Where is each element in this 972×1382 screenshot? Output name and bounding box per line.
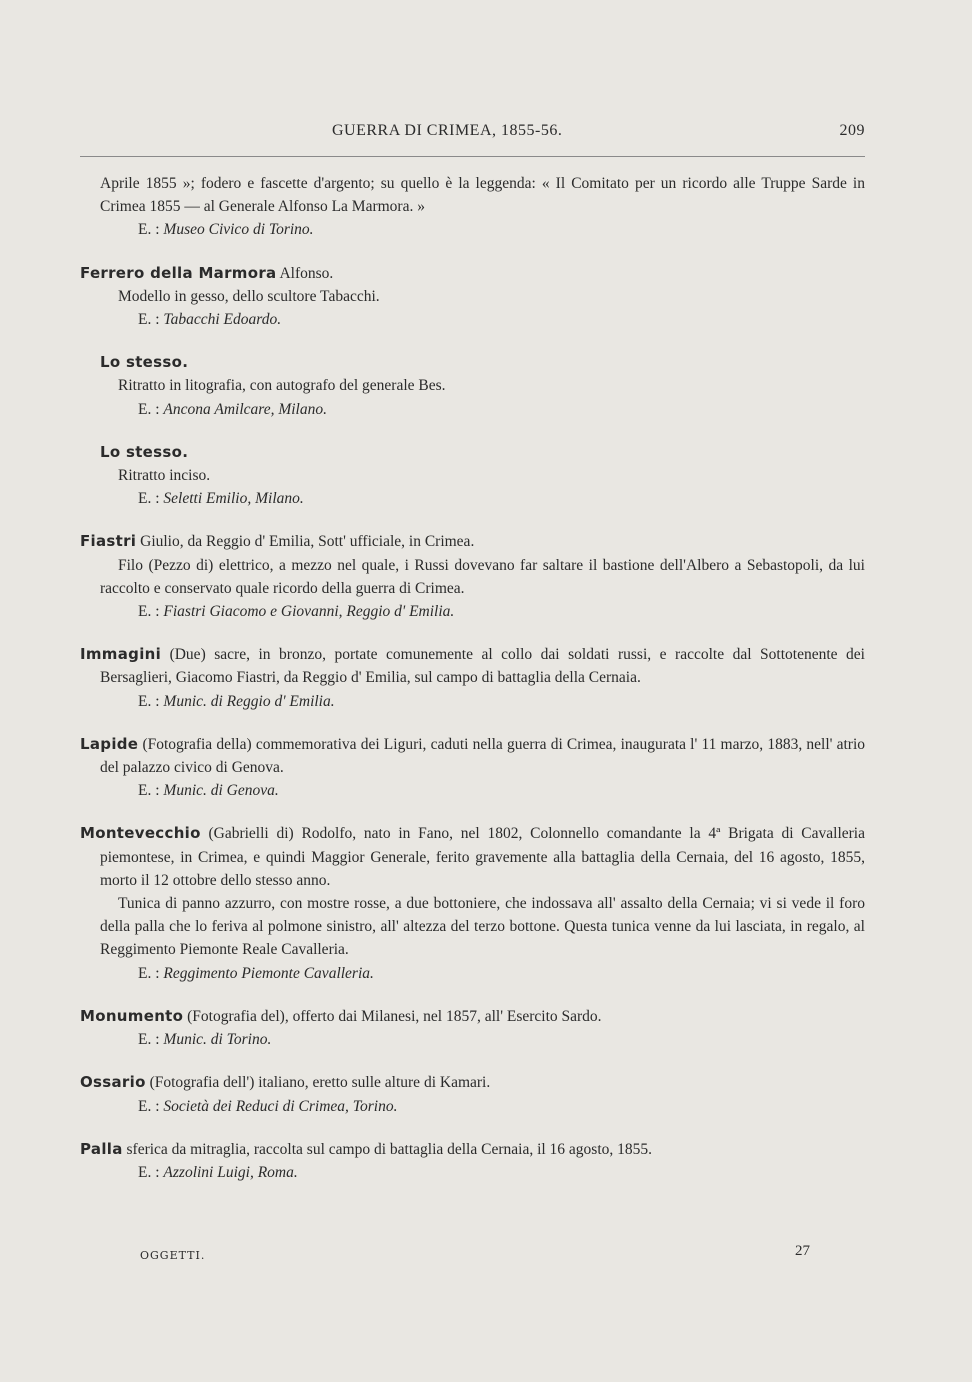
header-rule [80, 156, 865, 157]
exhibitor-line [80, 779, 865, 802]
catalog-entry [80, 1071, 865, 1117]
entry-text: Aprile 1855 »; fodero e fascette d'argento; su quello è la leggenda: « Il Comitato per un ricordo alle Truppe Sarde in Crimea 1855 — al Generale Alfonso La Marmora. » [100, 175, 865, 216]
exhibitor-name: Società dei Reduci di Crimea, Torino. [163, 1097, 398, 1115]
catalog-entry [80, 822, 865, 984]
entry-heading-line [80, 262, 865, 285]
catalog-entry [80, 530, 865, 623]
sheet-number: 27 [795, 1243, 810, 1259]
entry-heading-rest: (Fotografia della) commemorativa dei Liguri, caduti nella guerra di Crimea, inaugurata l' 11 marzo, 1883, nell' atrio del palazzo civico di Genova. [100, 735, 865, 777]
exhibitor-line [80, 218, 865, 241]
entry-heading: Lo stesso. [100, 353, 189, 372]
catalog-entry [80, 351, 865, 421]
catalog-body [80, 172, 865, 1204]
entry-description: Tunica di panno azzurro, con mostre rosse, a due bottoniere, che indossava all' assalto della Cernaia; vi si vede il foro della palla che lo feriva al polmone sinistro, all' altezza del terzo bottone. Questa tunica venne da lui lasciata, in regalo, al Reggimento Piemonte Reale Cavalleria. [100, 895, 865, 959]
exhibitor-name: Fiastri Giacomo e Giovanni, Reggio d' Emilia. [163, 603, 455, 621]
entry-heading-rest: sferica da mitraglia, raccolta sul campo di battaglia della Cernaia, il 16 agosto, 1855. [122, 1140, 653, 1158]
entry-text: Ritratto inciso. [118, 467, 211, 485]
catalog-entry [80, 262, 865, 332]
exhibitor-line [80, 398, 865, 421]
entry-heading: Ossario [80, 1073, 146, 1092]
exhibitor-name: Munic. di Genova. [163, 782, 279, 800]
exhibitor-name: Reggimento Piemonte Cavalleria. [163, 964, 374, 982]
exhibitor-prefix: E. : [138, 1097, 160, 1115]
exhibitor-prefix: E. : [138, 692, 160, 710]
entry-description: Filo (Pezzo di) elettrico, a mezzo nel quale, i Russi dovevano far saltare il bastione dell'Albero a Sebastopoli, da lui raccolto e conservato quale ricordo della guerra di Crimea. [100, 556, 865, 597]
running-title: GUERRA DI CRIMEA, 1855-56. [332, 122, 563, 139]
entry-heading-line [80, 1138, 865, 1161]
entry-heading-line [80, 530, 865, 553]
exhibitor-name: Seletti Emilio, Milano. [163, 490, 304, 508]
entry-heading-line [80, 822, 865, 892]
entry-heading: Lapide [80, 734, 139, 753]
entry-heading: Lo stesso. [100, 442, 189, 461]
exhibitor-line [80, 600, 865, 623]
catalog-entry [80, 1005, 865, 1051]
entry-heading: Fiastri [80, 532, 137, 551]
entry-heading: Monumento [80, 1006, 184, 1025]
entry-heading-line [80, 1071, 865, 1094]
exhibitor-prefix: E. : [138, 1031, 160, 1049]
entry-heading-rest: Giulio, da Reggio d' Emilia, Sott' ufficiale, in Crimea. [136, 533, 475, 551]
entry-heading: Palla [80, 1139, 123, 1158]
exhibitor-name: Azzolini Luigi, Roma. [163, 1163, 298, 1181]
exhibitor-line [80, 690, 865, 713]
exhibitor-name: Ancona Amilcare, Milano. [163, 400, 327, 418]
catalog-entry [80, 733, 865, 803]
entry-heading: Immagini [80, 645, 162, 664]
entry-text: Ritratto in litografia, con autografo del generale Bes. [118, 377, 446, 395]
signature-mark: OGGETTI. [140, 1249, 206, 1262]
exhibitor-line [80, 962, 865, 985]
catalog-entry [80, 1138, 865, 1184]
entry-heading-line [80, 441, 865, 464]
catalog-entry [80, 643, 865, 713]
entry-heading: Ferrero della Marmora [80, 263, 277, 282]
exhibitor-prefix: E. : [138, 1163, 160, 1181]
entry-heading-rest: (Fotografia del), offerto dai Milanesi, nel 1857, all' Esercito Sardo. [183, 1007, 602, 1025]
exhibitor-line [80, 1028, 865, 1051]
exhibitor-name: Tabacchi Edoardo. [163, 311, 282, 329]
entry-heading-line [80, 351, 865, 374]
exhibitor-prefix: E. : [138, 603, 160, 621]
catalog-entry [80, 172, 865, 242]
entry-text: Modello in gesso, dello scultore Tabacchi. [118, 287, 380, 305]
exhibitor-name: Munic. di Reggio d' Emilia. [163, 692, 335, 710]
page-number: 209 [839, 122, 865, 139]
exhibitor-prefix: E. : [138, 782, 160, 800]
entry-heading-rest: Alfonso. [276, 264, 334, 282]
exhibitor-prefix: E. : [138, 490, 160, 508]
exhibitor-prefix: E. : [138, 400, 160, 418]
exhibitor-line [80, 1095, 865, 1118]
exhibitor-line [80, 1161, 865, 1184]
catalog-entry [80, 441, 865, 511]
exhibitor-line [80, 308, 865, 331]
entry-heading-rest: (Fotografia dell') italiano, eretto sulle alture di Kamari. [145, 1074, 491, 1092]
entry-heading: Montevecchio [80, 824, 201, 843]
exhibitor-prefix: E. : [138, 221, 160, 239]
exhibitor-prefix: E. : [138, 964, 160, 982]
entry-heading-line [80, 733, 865, 779]
entry-heading-line [80, 1005, 865, 1028]
entry-heading-rest: (Gabrielli di) Rodolfo, nato in Fano, nel 1802, Colonnello comandante la 4ª Brigata di Cavalleria piemontese, in Crimea, e quindi Maggior Generale, ferito gravemente alla battaglia della Cernaia, del 16 agosto, 1855, morto il 12 ottobre dello stesso anno. [100, 825, 865, 889]
entry-heading-rest: (Due) sacre, in bronzo, portate comunemente al collo dai soldati russi, e raccolte dal Sottotenente dei Bersaglieri, Giacomo Fiastri, da Reggio d' Emilia, sul campo di battaglia della Cernaia. [100, 646, 865, 687]
exhibitor-name: Museo Civico di Torino. [163, 221, 314, 239]
exhibitor-line [80, 487, 865, 510]
exhibitor-name: Munic. di Torino. [163, 1031, 272, 1049]
exhibitor-prefix: E. : [138, 311, 160, 329]
entry-heading-line [80, 643, 865, 689]
